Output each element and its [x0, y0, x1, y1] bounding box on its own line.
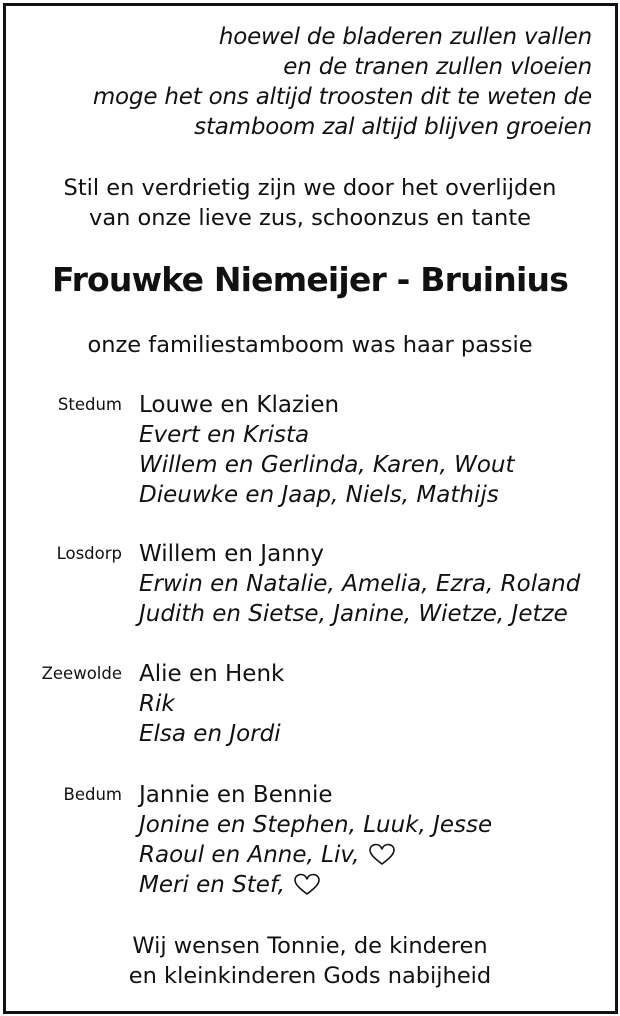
- family-line: Judith en Sietse, Janine, Wietze, Jetze: [139, 601, 568, 627]
- poem-line: en de tranen zullen vloeien: [283, 54, 592, 80]
- family-line: Elsa en Jordi: [139, 721, 281, 747]
- family-line: Willem en Gerlinda, Karen, Wout: [139, 452, 515, 478]
- place-label: Bedum: [63, 785, 122, 804]
- poem-line: hoewel de bladeren zullen vallen: [218, 24, 592, 50]
- place-label: Stedum: [57, 395, 122, 414]
- family-line-text: Raoul en Anne, Liv,: [139, 842, 360, 868]
- poem-line: moge het ons altijd troosten dit te weten de: [92, 84, 592, 110]
- closing-line: en kleinkinderen Gods nabijheid: [128, 963, 492, 989]
- intro-text: [0, 173, 620, 233]
- closing-line: Wij wensen Tonnie, de kinderen: [132, 933, 488, 959]
- poem: [93, 22, 592, 142]
- intro-line: Stil en verdrietig zijn we door het overlijden: [63, 175, 557, 201]
- place-label: Zeewolde: [41, 664, 122, 683]
- family-line: Dieuwke en Jaap, Niels, Mathijs: [139, 482, 499, 508]
- family-head: Alie en Henk: [139, 661, 285, 687]
- place-label: Losdorp: [56, 544, 122, 563]
- family-head: Jannie en Bennie: [139, 782, 333, 808]
- poem-line: stamboom zal altijd blijven groeien: [194, 114, 592, 140]
- family-head: Willem en Janny: [139, 541, 324, 567]
- family-line: Erwin en Natalie, Amelia, Ezra, Roland: [139, 571, 581, 597]
- heart-outline-icon: [293, 873, 321, 897]
- family-line: Rik: [139, 691, 175, 717]
- family-line-text: Meri en Stef,: [139, 872, 285, 898]
- family-line: Evert en Krista: [139, 422, 310, 448]
- intro-line: van onze lieve zus, schoonzus en tante: [89, 205, 531, 231]
- closing-text: [0, 931, 620, 991]
- heart-outline-icon: [368, 843, 396, 867]
- subtitle: onze familiestamboom was haar passie: [87, 332, 533, 358]
- deceased-name: Frouwke Niemeijer - Bruinius: [51, 260, 569, 299]
- family-line: Jonine en Stephen, Luuk, Jesse: [139, 812, 493, 838]
- family-head: Louwe en Klazien: [139, 392, 340, 418]
- family-line-with-heart: [139, 840, 492, 870]
- family-line-with-heart: [139, 870, 492, 900]
